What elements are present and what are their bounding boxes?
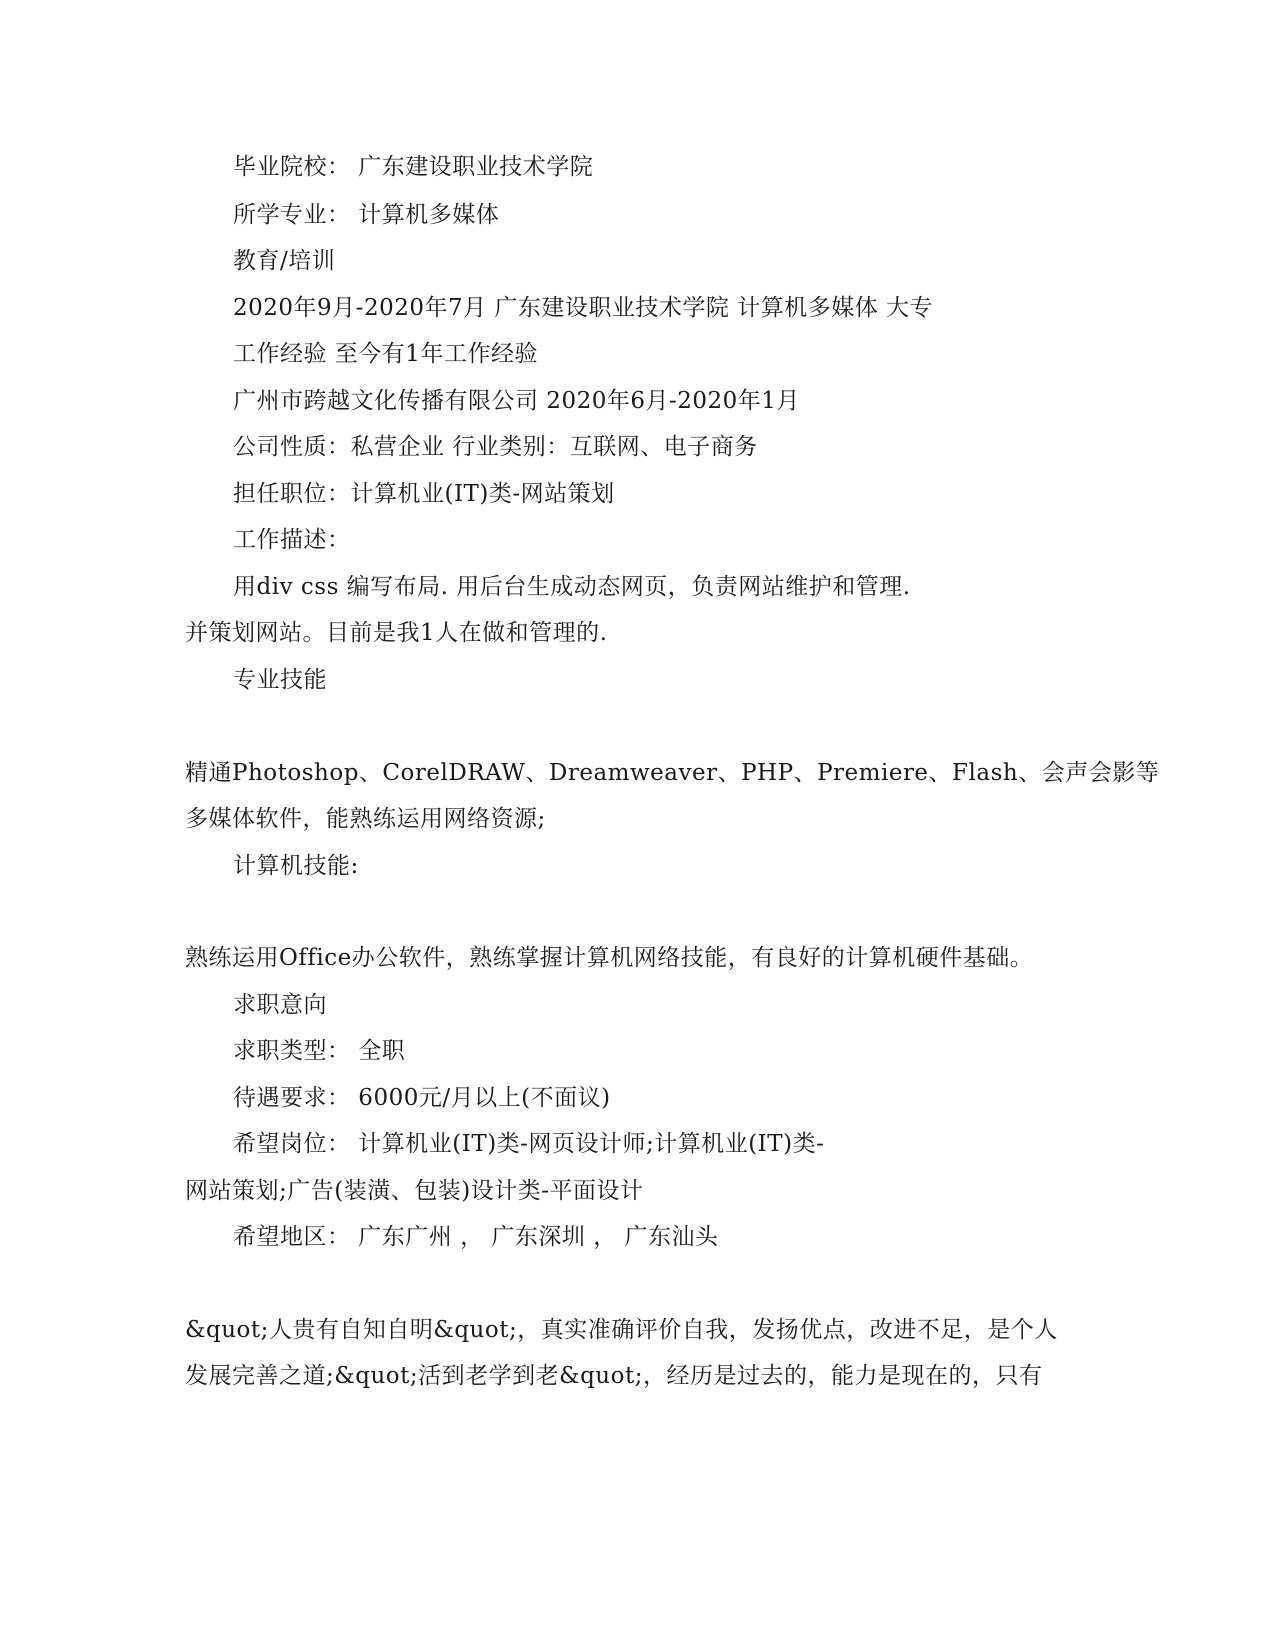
section-heading-skills: 专业技能	[233, 667, 327, 693]
section-heading-job-intention: 求职意向	[233, 992, 327, 1018]
text-line-self-evaluation: &quot;人贵有自知自明&quot;，真实准确评价自我，发扬优点，改进不足，是个人	[185, 1317, 1058, 1343]
text-line-education-entry: 2020年9月-2020年7月 广东建设职业技术学院 计算机多媒体 大专	[233, 295, 934, 321]
text-line-desired-position: 希望岗位： 计算机业(IT)类-网页设计师;计算机业(IT)类-	[233, 1131, 825, 1157]
text-line-work-experience: 工作经验 至今有1年工作经验	[233, 341, 538, 367]
text-line-computer-skills: 熟练运用Office办公软件，熟练掌握计算机网络技能，有良好的计算机硬件基础。	[185, 945, 1034, 971]
text-line-work-description: 用div css 编写布局. 用后台生成动态网页，负责网站维护和管理.	[233, 574, 911, 600]
text-line-job-type: 求职类型： 全职	[233, 1038, 406, 1064]
text-line-desired-region: 希望地区： 广东广州 ， 广东深圳 ， 广东汕头	[233, 1224, 719, 1250]
text-line-self-evaluation-cont: 发展完善之道;&quot;活到老学到老&quot;，经历是过去的，能力是现在的，只有	[185, 1363, 1043, 1389]
text-line-company-type: 公司性质：私营企业 行业类别：互联网、电子商务	[233, 434, 758, 460]
text-line-position: 担任职位：计算机业(IT)类-网站策划	[233, 481, 615, 507]
text-line-company: 广州市跨越文化传播有限公司 2020年6月-2020年1月	[233, 388, 800, 414]
text-line-skills: 精通Photoshop、CorelDRAW、Dreamweaver、PHP、Premiere、Flash、会声会影等	[185, 760, 1160, 786]
text-line-major: 所学专业： 计算机多媒体	[233, 202, 500, 228]
text-line-skills-cont: 多媒体软件，能熟练运用网络资源;	[185, 806, 546, 832]
section-heading-computer-skills: 计算机技能:	[233, 853, 359, 879]
text-line-work-description-label: 工作描述：	[233, 527, 351, 553]
text-line-desired-position-cont: 网站策划;广告(装潢、包装)设计类-平面设计	[185, 1178, 644, 1204]
section-heading-education: 教育/培训	[233, 248, 336, 274]
text-line-work-description-cont: 并策划网站。目前是我1人在做和管理的.	[185, 620, 608, 646]
text-line-salary: 待遇要求： 6000元/月以上(不面议)	[233, 1085, 611, 1111]
text-line-graduate-school: 毕业院校： 广东建设职业技术学院	[233, 154, 594, 180]
